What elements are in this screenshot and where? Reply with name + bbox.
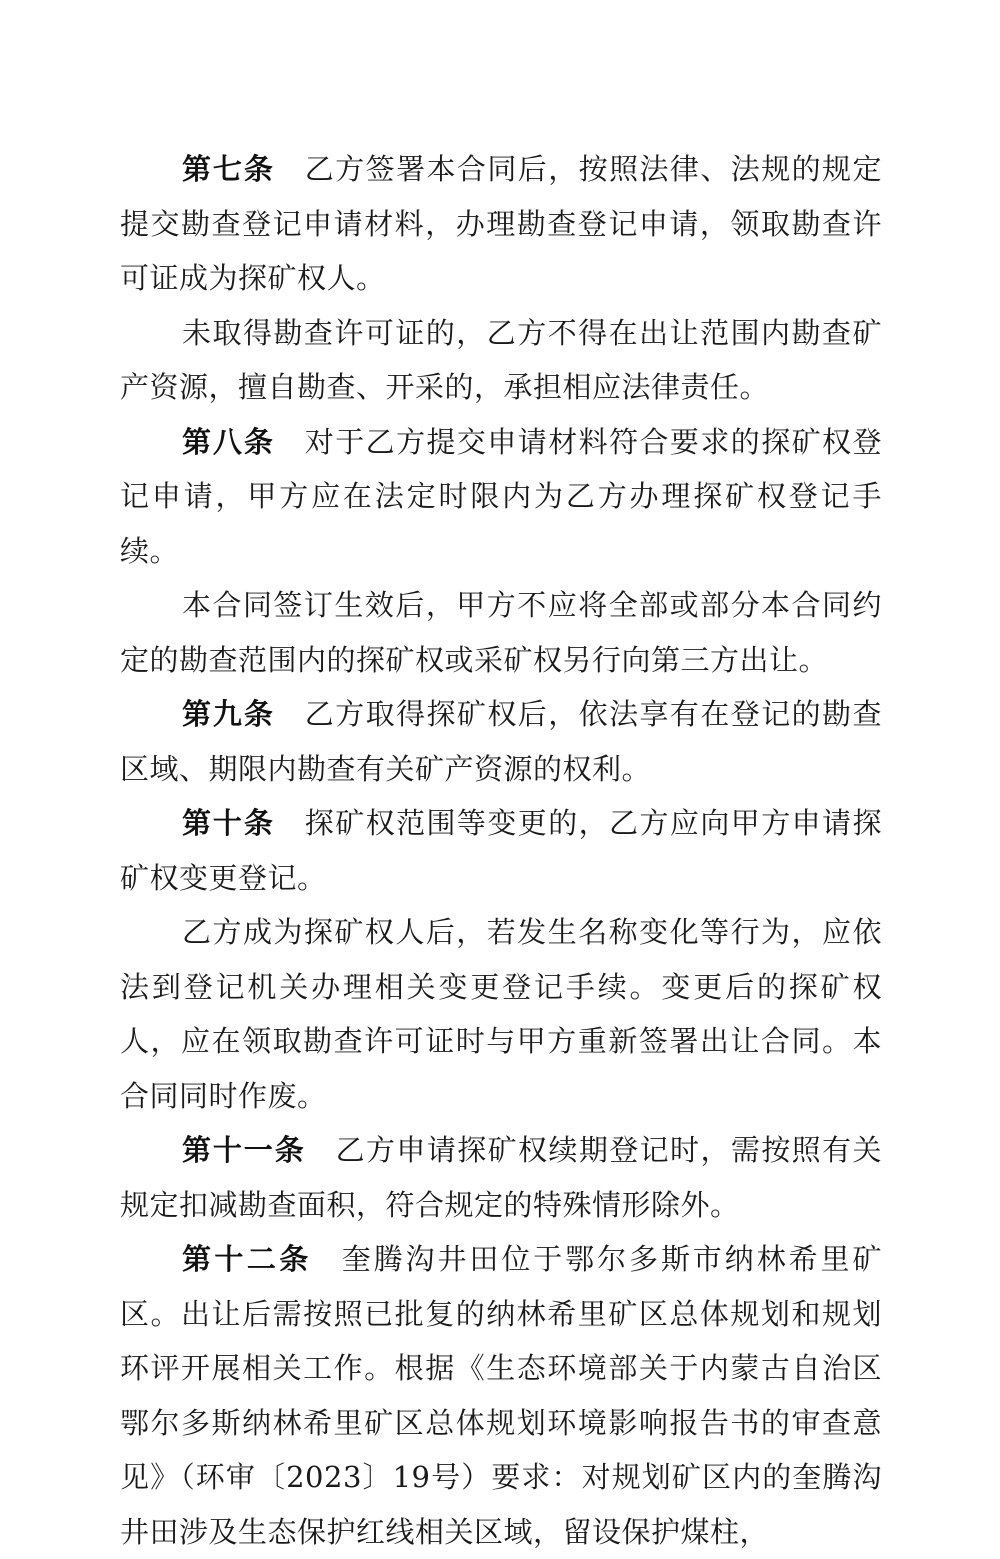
document-body — [120, 142, 882, 1559]
paragraph-text: 乙方申请探矿权续期登记时，需按照有关规定扣减勘查面积，符合规定的特殊情形除外。 — [120, 1133, 882, 1222]
paragraph-article-10-continued — [120, 905, 882, 1123]
paragraph-article-7 — [120, 142, 882, 306]
article-heading: 第八条 — [182, 424, 275, 459]
article-heading: 第十条 — [182, 806, 275, 840]
article-heading: 第九条 — [182, 697, 275, 731]
paragraph-text: 乙方取得探矿权后，依法享有在登记的勘查区域、期限内勘查有关矿产资源的权利。 — [120, 697, 882, 786]
paragraph-article-8-continued — [120, 578, 882, 687]
paragraph-article-10 — [120, 796, 882, 905]
paragraph-article-9 — [120, 687, 882, 796]
paragraph-text: 对于乙方提交申请材料符合要求的探矿权登记申请，甲方应在法定时限内为乙方办理探矿权登记手续。 — [120, 424, 882, 568]
paragraph-article-8 — [120, 415, 882, 579]
article-heading: 第十二条 — [182, 1242, 312, 1276]
paragraph-text: 乙方签署本合同后，按照法律、法规的规定提交勘查登记申请材料，办理勘查登记申请，领取勘查许可证成为探矿权人。 — [120, 152, 882, 295]
paragraph-text: 本合同签订生效后，甲方不应将全部或部分本合同约定的勘查范围内的探矿权或采矿权另行向第三方出让。 — [120, 588, 882, 677]
paragraph-text: 探矿权范围等变更的，乙方应向甲方申请探矿权变更登记。 — [120, 806, 882, 895]
paragraph-text: 乙方成为探矿权人后，若发生名称变化等行为，应依法到登记机关办理相关变更登记手续。变更后的探矿权人，应在领取勘查许可证时与甲方重新签署出让合同。本合同同时作废。 — [120, 915, 882, 1113]
article-heading: 第七条 — [182, 152, 275, 186]
paragraph-text: 未取得勘查许可证的，乙方不得在出让范围内勘查矿产资源，擅自勘查、开采的，承担相应法律责任。 — [120, 315, 882, 404]
paragraph-text: 奎腾沟井田位于鄂尔多斯市纳林希里矿区。出让后需按照已批复的纳林希里矿区总体规划和规划环评开展相关工作。根据《生态环境部关于内蒙古自治区鄂尔多斯纳林希里矿区总体规划环境影响报告书的审查意见》（环审〔2023〕19号）要求：对规划矿区内的奎腾沟井田涉及生态保护红线相关区域，留设保护煤柱， — [120, 1242, 882, 1549]
paragraph-article-12 — [120, 1232, 882, 1559]
article-heading: 第十一条 — [182, 1133, 306, 1167]
paragraph-article-11 — [120, 1123, 882, 1232]
paragraph-article-7-continued — [120, 306, 882, 415]
